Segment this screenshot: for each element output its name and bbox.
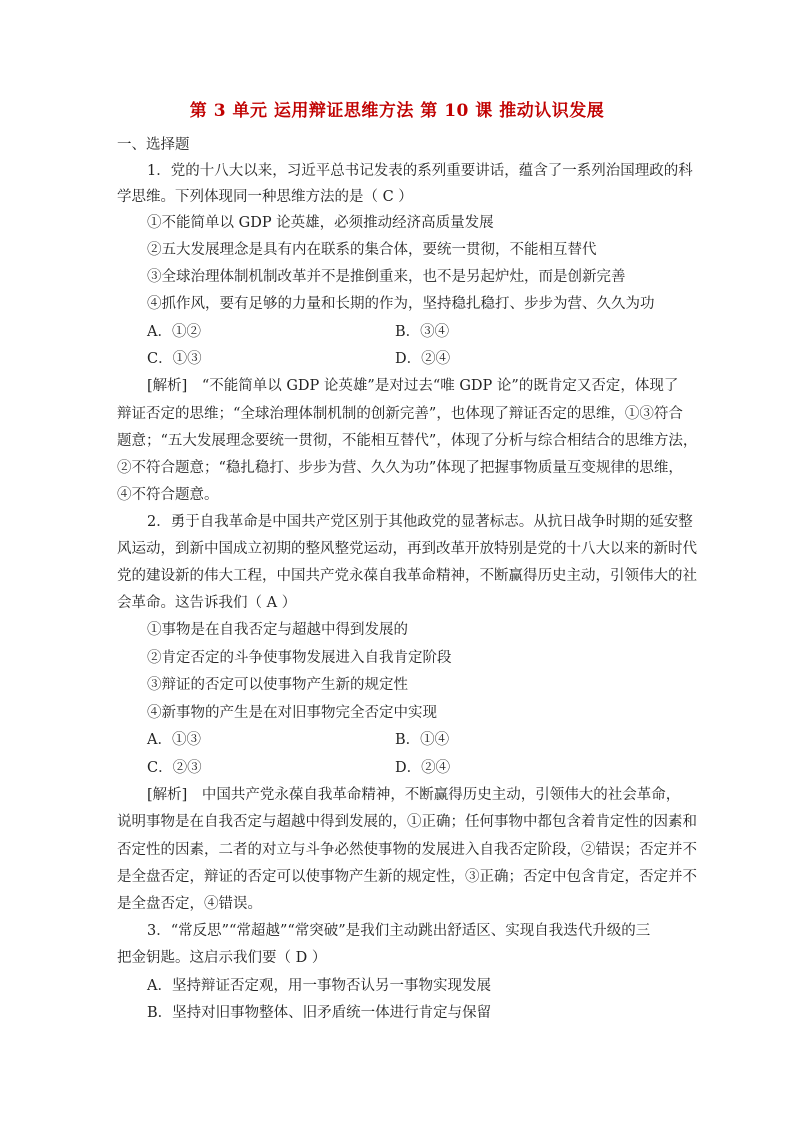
q1-option-d: D．②④ bbox=[395, 351, 451, 367]
q2-stem-line-3: 党的建设新的伟大工程，中国共产党永葆自我革命精神，不断赢得历史主动，引领伟大的社 bbox=[117, 568, 697, 584]
q2-analysis-line-4: 是全盘否定，辩证的否定可以使事物产生新的规定性，③正确；否定中包含肯定，否定并不 bbox=[117, 869, 697, 885]
q2-analysis-line-3: 否定性的因素，二者的对立与斗争必然使事物的发展进入自我否定阶段，②错误；否定并不 bbox=[117, 842, 697, 858]
q2-option-a: A．①③ bbox=[147, 732, 201, 748]
q1-stem-line-2: 学思维。下列体现同一种思维方法的是（ C ） bbox=[117, 189, 413, 205]
q1-item-1: ①不能简单以 GDP 论英雄，必须推动经济高质量发展 bbox=[147, 215, 494, 231]
q1-analysis-line-2: 辩证否定的思维；“全球治理体制机制的创新完善”，也体现了辩证否定的思维，①③符合 bbox=[117, 406, 683, 422]
q2-stem-line-4: 会革命。这告诉我们（ A ） bbox=[117, 595, 297, 611]
page-title: 第 3 单元 运用辩证思维方法 第 10 课 推动认识发展 bbox=[189, 101, 605, 121]
q1-item-2: ②五大发展理念是具有内在联系的集合体，要统一贯彻，不能相互替代 bbox=[147, 242, 597, 258]
q2-analysis-line-2: 说明事物是在自我否定与超越中得到发展的，①正确；任何事物中都包含着肯定性的因素和 bbox=[117, 814, 697, 830]
q3-stem-line-1: 3．“常反思”“常超越”“常突破”是我们主动跳出舒适区、实现自我迭代升级的三 bbox=[147, 923, 651, 939]
q1-option-b: B．③④ bbox=[395, 324, 450, 340]
q3-option-b: B．坚持对旧事物整体、旧矛盾统一体进行肯定与保留 bbox=[147, 1005, 492, 1021]
q1-option-c: C．①③ bbox=[147, 351, 202, 367]
q1-analysis-line-5: ④不符合题意。 bbox=[117, 487, 219, 503]
q1-item-3: ③全球治理体制机制改革并不是推倒重来，也不是另起炉灶，而是创新完善 bbox=[147, 269, 626, 285]
q2-item-1: ①事物是在自我否定与超越中得到发展的 bbox=[147, 622, 408, 638]
q2-item-2: ②肯定否定的斗争使事物发展进入自我肯定阶段 bbox=[147, 650, 452, 666]
q1-analysis-line-4: ②不符合题意；“稳扎稳打、步步为营、久久为功”体现了把握事物质量互变规律的思维， bbox=[117, 460, 683, 476]
q3-option-a: A．坚持辩证否定观，用一事物否认另一事物实现发展 bbox=[147, 978, 491, 994]
q1-item-4: ④抓作风，要有足够的力量和长期的作为，坚持稳扎稳打、步步为营、久久为功 bbox=[147, 296, 655, 312]
q1-analysis-line-1: [解析] “不能简单以 GDP 论英雄”是对过去“唯 GDP 论”的既肯定又否定，体现了 bbox=[147, 378, 679, 394]
q2-item-4: ④新事物的产生是在对旧事物完全否定中实现 bbox=[147, 705, 437, 721]
section-heading: 一、选择题 bbox=[117, 137, 190, 153]
q1-analysis-line-3: 题意；“五大发展理念要统一贯彻，不能相互替代”，体现了分析与综合相结合的思维方法， bbox=[117, 433, 698, 449]
q2-stem-line-1: 2．勇于自我革命是中国共产党区别于其他政党的显著标志。从抗日战争时期的延安整 bbox=[147, 514, 693, 530]
q2-analysis-line-1: [解析] 中国共产党永葆自我革命精神，不断赢得历史主动，引领伟大的社会革命， bbox=[147, 787, 681, 803]
q2-option-b: B．①④ bbox=[395, 732, 450, 748]
q2-option-d: D．②④ bbox=[395, 760, 451, 776]
q2-option-c: C．②③ bbox=[147, 760, 202, 776]
q3-stem-line-2: 把金钥匙。这启示我们要（ D ） bbox=[117, 950, 327, 966]
q2-stem-line-2: 风运动，到新中国成立初期的整风整党运动，再到改革开放特别是党的十八大以来的新时代 bbox=[117, 541, 697, 557]
q1-option-a: A．①② bbox=[147, 324, 201, 340]
q1-stem-line-1: 1．党的十八大以来，习近平总书记发表的系列重要讲话，蕴含了一系列治国理政的科 bbox=[147, 163, 693, 179]
q2-item-3: ③辩证的否定可以使事物产生新的规定性 bbox=[147, 677, 408, 693]
q2-analysis-line-5: 是全盘否定，④错误。 bbox=[117, 896, 262, 912]
